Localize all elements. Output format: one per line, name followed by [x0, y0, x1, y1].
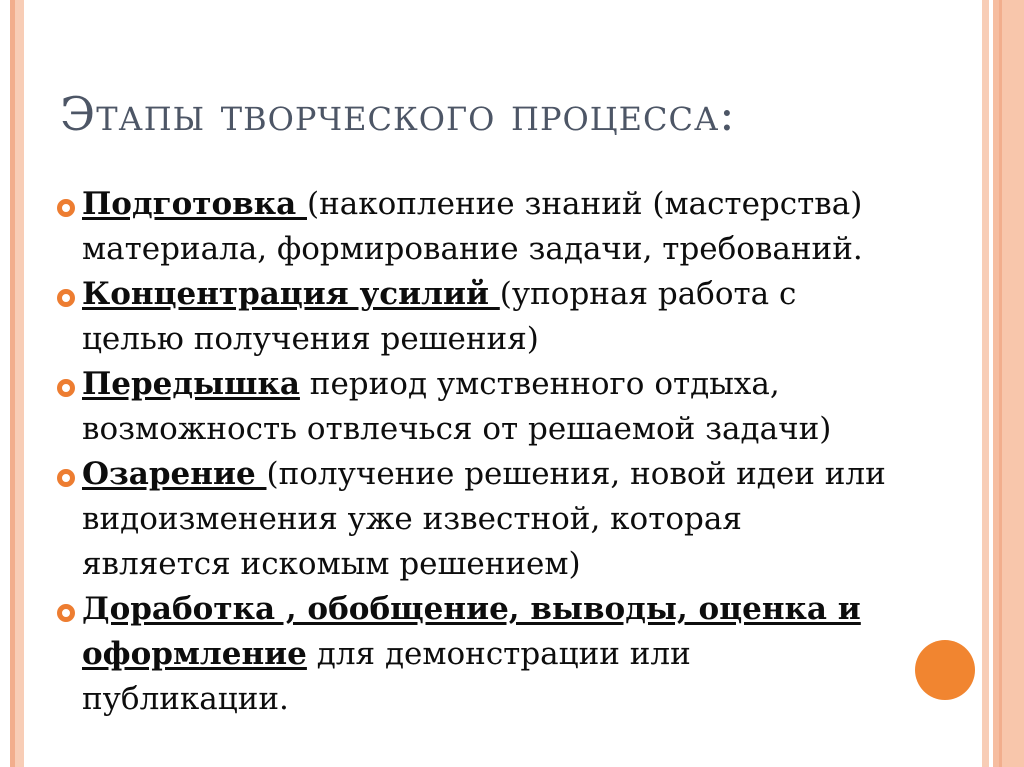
- right-accent-stripe-thin: [982, 0, 989, 767]
- bullet-text: [82, 456, 886, 582]
- list-item: [56, 272, 886, 362]
- right-accent-band: [1002, 0, 1024, 767]
- bullet-text: [82, 186, 863, 267]
- bullet-rest: (упорная работа с целью получения решения): [82, 276, 797, 357]
- bullet-ring-icon: [57, 469, 75, 487]
- bullet-ring-icon: [57, 199, 75, 217]
- bullet-rest: (получение решения, новой идеи или видоизменения уже известной, которая является искомым решением): [82, 456, 886, 582]
- bullet-text: [82, 591, 861, 717]
- bullet-ring-icon: [57, 289, 75, 307]
- decorative-circle: [915, 640, 975, 700]
- list-item: [56, 362, 886, 452]
- bullet-lead: Озарение: [82, 456, 267, 492]
- page-title: Этапы творческого процесса:: [60, 87, 736, 141]
- bullet-ring-icon: [57, 604, 75, 622]
- list-item: [56, 452, 886, 587]
- bullet-list: [56, 182, 886, 722]
- bullet-lead: Доработка , обобщение, выводы, оценка и оформление: [82, 591, 861, 672]
- bullet-rest: (накопление знаний (мастерства) материала, формирование задачи, требований.: [82, 186, 863, 267]
- list-item: [56, 182, 886, 272]
- bullet-lead: Передышка: [82, 366, 300, 402]
- bullet-lead: Концентрация усилий: [82, 276, 500, 312]
- bullet-text: [82, 276, 796, 357]
- bullet-lead: Подготовка: [82, 186, 307, 222]
- bullet-text: [82, 366, 831, 447]
- bullet-ring-icon: [57, 379, 75, 397]
- bullet-rest: для демонстрации или публикации.: [82, 636, 691, 717]
- bullet-rest: период умственного отдыха, возможность отвлечься от решаемой задачи): [82, 366, 832, 447]
- list-item: [56, 587, 886, 722]
- left-accent-stripe-light: [15, 0, 24, 767]
